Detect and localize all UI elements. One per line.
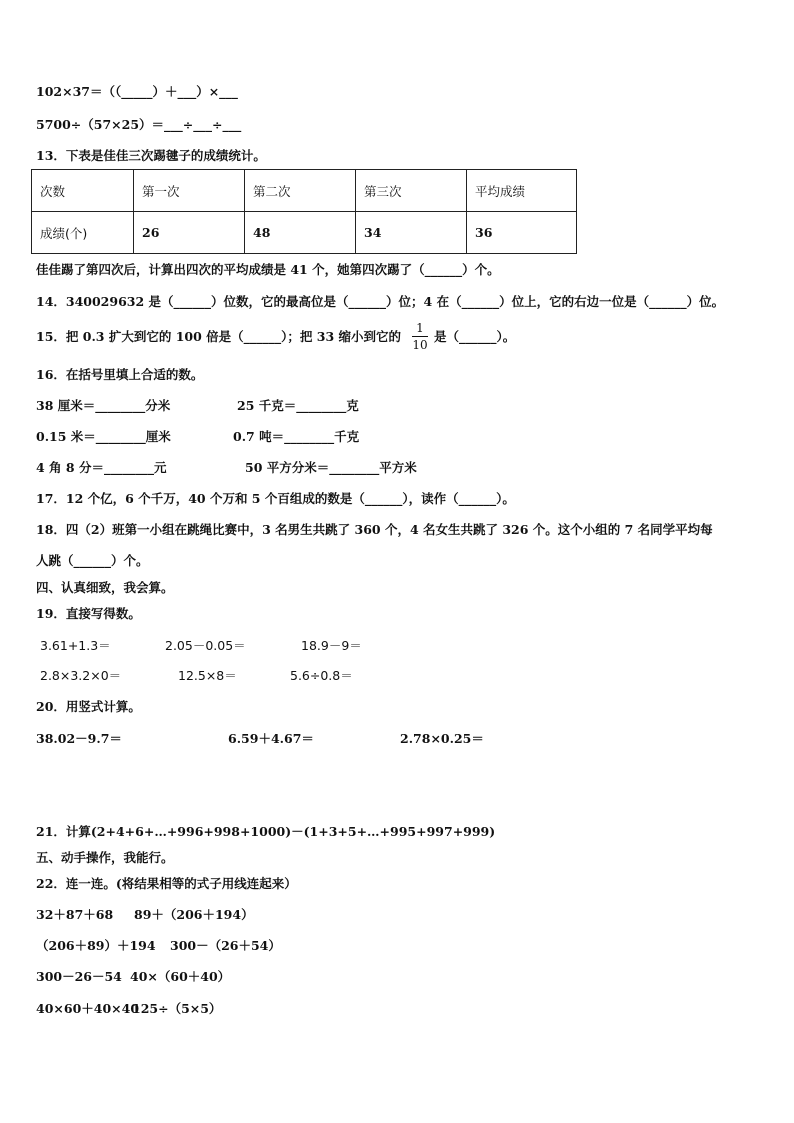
q16-item: 50 平方分米＝________平方米 [245, 460, 417, 475]
q20-item: 6.59＋4.67＝ [228, 731, 314, 746]
q17: 17．12 个亿，6 个千万，40 个万和 5 个百组成的数是（______），读作（______）。 [36, 491, 515, 506]
q15-text: 15．把 0.3 扩大到它的 100 倍是（______）；把 33 缩小到它的 [36, 329, 401, 344]
q19-title: 19．直接写得数。 [36, 606, 141, 621]
q16-item: 0.15 米＝________厘米 [36, 429, 171, 444]
q19-item: 12.5×8＝ [178, 668, 237, 683]
q16-item: 0.7 吨＝________千克 [233, 429, 360, 444]
q16-item: 4 角 8 分＝________元 [36, 460, 167, 475]
q22-title: 22．连一连。(将结果相等的式子用线连起来） [36, 876, 297, 891]
table-cell: 26 [134, 212, 245, 254]
table-header-cell: 第三次 [356, 170, 467, 212]
fraction-numerator: 1 [416, 321, 424, 335]
q16-item: 38 厘米＝________分米 [36, 398, 171, 413]
score-table [31, 169, 577, 254]
fraction-bar [412, 336, 428, 337]
table-cell: 成绩(个) [32, 212, 134, 254]
table-row [32, 212, 577, 254]
table-header-cell: 次数 [32, 170, 134, 212]
table-header-row [32, 170, 577, 212]
q16-item: 25 千克＝________克 [237, 398, 359, 413]
q22-expr: 125÷（5×5） [132, 1001, 222, 1016]
section-4-heading: 四、认真细致，我会算。 [36, 580, 174, 595]
q21: 21．计算(2+4+6+…+996+998+1000)－(1+3+5+…+995+997+999) [36, 824, 496, 839]
table-header-cell: 平均成绩 [467, 170, 577, 212]
q19-item: 2.8×3.2×0＝ [40, 668, 122, 683]
table-cell: 34 [356, 212, 467, 254]
line-102x37: 102×37＝（（_____）＋___）×___ [36, 84, 238, 99]
q15-tail: 是（______）。 [434, 329, 516, 344]
table-header-cell: 第二次 [245, 170, 356, 212]
table-cell: 36 [467, 212, 577, 254]
q22-expr: 32＋87＋68 [36, 907, 114, 922]
q22-expr: 40×60＋40×40 [36, 1001, 140, 1016]
q13-title: 13．下表是佳佳三次踢毽子的成绩统计。 [36, 148, 266, 163]
fraction-denominator: 10 [412, 338, 428, 352]
q19-item: 18.9－9＝ [301, 638, 362, 653]
q20-item: 2.78×0.25＝ [400, 731, 484, 746]
q19-item: 5.6÷0.8＝ [290, 668, 353, 683]
q22-expr: 300－26－54 [36, 969, 122, 984]
q18-line-2: 人跳（______）个。 [36, 553, 149, 568]
q13-after-text: 佳佳踢了第四次后，计算出四次的平均成绩是 41 个，她第四次踢了（______）个。 [36, 262, 500, 277]
table-header-cell: 第一次 [134, 170, 245, 212]
q22-expr: 40×（60＋40） [130, 969, 231, 984]
fraction-one-tenth [412, 321, 428, 352]
line-5700-div: 5700÷（57×25）＝___÷___÷___ [36, 117, 242, 132]
q22-expr: 300－（26＋54） [170, 938, 281, 953]
section-5-heading: 五、动手操作，我能行。 [36, 850, 174, 865]
q18-line-1: 18．四（2）班第一小组在跳绳比赛中，3 名男生共跳了 360 个，4 名女生共跳了 326 个。这个小组的 7 名同学平均每 [36, 522, 713, 537]
q14: 14．340029632 是（______）位数，它的最高位是（______）位；4 在（______）位上，它的右边一位是（______）位。 [36, 294, 725, 309]
q22-expr: 89＋（206＋194） [134, 907, 254, 922]
q19-item: 2.05－0.05＝ [165, 638, 246, 653]
q22-expr: （206＋89）＋194 [36, 938, 156, 953]
q19-item: 3.61+1.3＝ [40, 638, 111, 653]
q16-title: 16．在括号里填上合适的数。 [36, 367, 204, 382]
q20-item: 38.02－9.7＝ [36, 731, 122, 746]
table-cell: 48 [245, 212, 356, 254]
q20-title: 20．用竖式计算。 [36, 699, 141, 714]
